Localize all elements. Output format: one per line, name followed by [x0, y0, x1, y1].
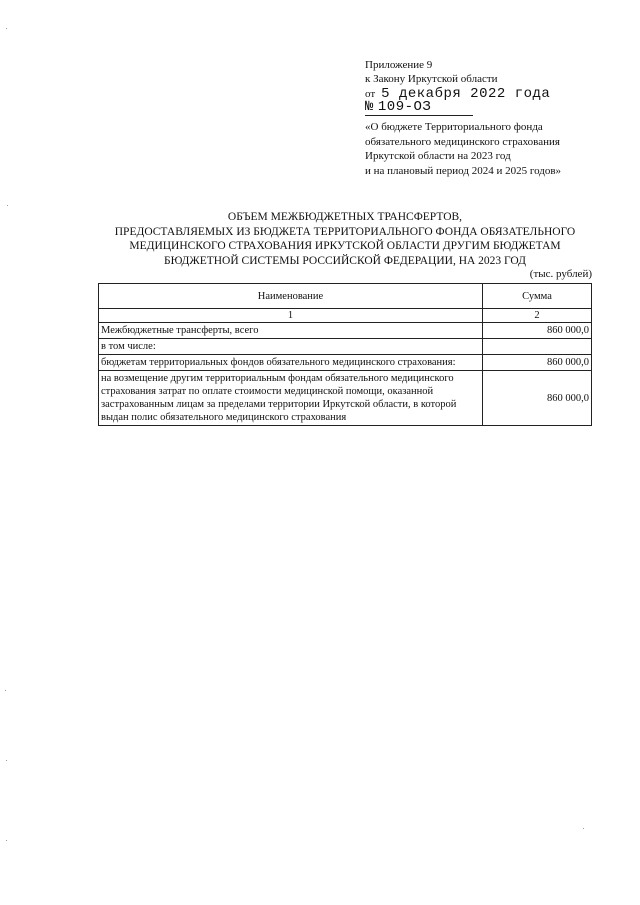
date-prefix: от — [365, 88, 376, 100]
transfers-table — [98, 283, 592, 426]
header-sum: Сумма — [483, 284, 592, 309]
column-number: 1 — [99, 309, 483, 323]
appendix-law-ref: к Закону Иркутской области — [365, 73, 498, 85]
row-sum: 860 000,0 — [483, 371, 592, 426]
law-title-line: и на плановый период 2024 и 2025 годов» — [365, 164, 562, 177]
table-row — [99, 323, 592, 339]
title-line: БЮДЖЕТНОЙ СИСТЕМЫ РОССИЙСКОЙ ФЕДЕРАЦИИ, НА 2023 ГОД — [163, 254, 526, 267]
date-value: 5 декабря 2022 года — [381, 86, 551, 102]
scan-speck — [7, 205, 8, 206]
law-title-line: обязательного медицинского страхования — [365, 135, 560, 148]
document-title — [98, 210, 592, 268]
appendix-law-number — [365, 100, 561, 114]
number-value: 109-ОЗ — [377, 99, 432, 115]
column-number: 2 — [483, 309, 592, 323]
title-line: ПРЕДОСТАВЛЯЕМЫХ ИЗ БЮДЖЕТА ТЕРРИТОРИАЛЬНОГО ФОНДА ОБЯЗАТЕЛЬНОГО — [114, 225, 576, 238]
column-number-row — [99, 309, 592, 323]
row-name: Межбюджетные трансферты, всего — [99, 323, 483, 339]
law-title-line: «О бюджете Территориального фонда — [365, 121, 543, 133]
row-name: бюджетам территориальных фондов обязательного медицинского страхования: — [99, 355, 483, 371]
scan-speck — [583, 828, 584, 829]
row-sum: 860 000,0 — [483, 355, 592, 371]
table-row — [99, 371, 592, 426]
title-line: МЕДИЦИНСКОГО СТРАХОВАНИЯ ИРКУТСКОЙ ОБЛАСТИ ДРУГИМ БЮДЖЕТАМ — [129, 240, 561, 252]
title-line: ОБЪЕМ МЕЖБЮДЖЕТНЫХ ТРАНСФЕРТОВ, — [227, 211, 463, 223]
table-header-row — [99, 284, 592, 309]
number-underline — [365, 115, 473, 116]
scan-speck — [6, 760, 7, 761]
scan-speck — [6, 28, 7, 29]
row-name: на возмещение другим территориальным фондам обязательного медицинского страхования затрат по оплате стоимости медицинской помощи, оказанной застрахованным лицам за пределами территории Иркутской области, в которой выдан полис обязательного медицинского страхования — [99, 371, 483, 426]
appendix-number: Приложение 9 — [365, 59, 433, 71]
number-prefix: № — [365, 99, 374, 115]
table-row — [99, 339, 592, 355]
row-name: в том числе: — [99, 339, 483, 355]
law-title-line: Иркутской области на 2023 год — [365, 150, 511, 162]
row-sum — [483, 339, 592, 355]
scan-speck — [6, 840, 7, 841]
appendix-block — [365, 58, 561, 178]
table-row — [99, 355, 592, 371]
scan-speck — [5, 690, 6, 691]
header-name: Наименование — [99, 284, 483, 309]
units-label: (тыс. рублей) — [529, 268, 592, 280]
row-sum: 860 000,0 — [483, 323, 592, 339]
law-title — [365, 120, 561, 178]
